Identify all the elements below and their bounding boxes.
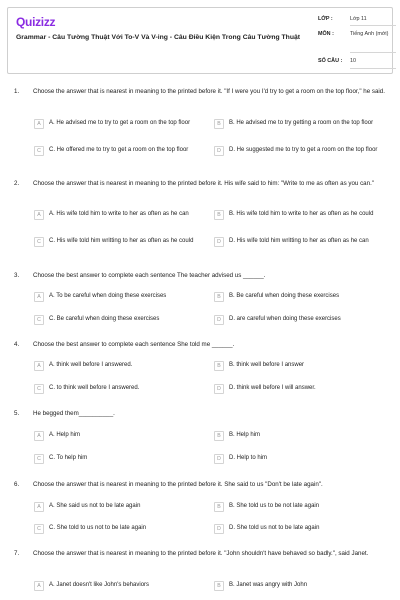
question-number: 4. xyxy=(14,341,20,348)
option-text xyxy=(49,119,209,128)
option-label: He advised me to try to get a room on the top floor xyxy=(56,120,191,126)
option-box: B xyxy=(214,119,224,129)
option-text xyxy=(229,454,389,463)
option-label: To be careful when doing these exercises xyxy=(56,293,167,299)
option-letter: C. xyxy=(49,238,55,244)
option-text xyxy=(229,502,389,511)
option-text xyxy=(229,581,389,590)
option-label: His wife told him to write to her as often as he could xyxy=(236,211,374,217)
question-text: Choose the best answer to complete each sentence The teacher advised us ______. xyxy=(33,272,266,279)
option-box: B xyxy=(214,581,224,591)
option-label: are careful when doing these exercises xyxy=(236,316,341,322)
option-label: He suggested me to try to get a room on the top floor xyxy=(236,147,378,153)
option-letter: D. xyxy=(229,525,235,531)
option-text xyxy=(229,431,389,440)
option-label: Janet doesn't like John's behaviors xyxy=(56,582,150,588)
question-text: Choose the answer that is nearest in meaning to the printed before it. "John shouldn't have behaved so badly.", said Janet. xyxy=(33,550,369,557)
option-letter: A. xyxy=(49,120,55,126)
option-label: Help to him xyxy=(236,455,268,461)
quizizz-logo[interactable]: Quizizz xyxy=(16,15,56,29)
option-box: A xyxy=(34,361,44,371)
option-text xyxy=(229,237,389,246)
option-text xyxy=(49,315,209,324)
option-label: His wife told him writting to her as often as he can xyxy=(236,238,369,244)
option-label: Janet was angry with John xyxy=(236,582,308,588)
option-box: B xyxy=(214,210,224,220)
question-text: Choose the best answer to complete each sentence She told me ______. xyxy=(33,341,235,348)
option-letter: C. xyxy=(49,147,55,153)
option-text xyxy=(49,581,209,590)
option-letter: C. xyxy=(49,316,55,322)
option-letter: C. xyxy=(49,385,55,391)
question-text: Choose the answer that is nearest in meaning to the printed before it. His wife said to him: "Write to me as often as you can." xyxy=(33,180,374,187)
question-text: Choose the answer that is nearest in meaning to the printed before it. "If I were you I'd try to get a room on the top floor," he said. xyxy=(33,88,385,95)
option-label: think well before I will answer. xyxy=(236,385,316,391)
option-letter: C. xyxy=(49,525,55,531)
option-box: A xyxy=(34,210,44,220)
option-letter: C. xyxy=(49,455,55,461)
option-letter: B. xyxy=(229,362,235,368)
option-box: A xyxy=(34,292,44,302)
option-box: C xyxy=(34,315,44,325)
option-box: A xyxy=(34,119,44,129)
option-box: B xyxy=(214,292,224,302)
option-label: think well before I answer xyxy=(236,362,305,368)
option-letter: A. xyxy=(49,211,55,217)
subject-label: MÔN : xyxy=(318,31,334,37)
option-text xyxy=(49,146,209,155)
option-letter: D. xyxy=(229,385,235,391)
option-label: He offered me to try to get a room on the top floor xyxy=(56,147,189,153)
option-letter: D. xyxy=(229,147,235,153)
option-label: To help him xyxy=(56,455,88,461)
question-number: 5. xyxy=(14,410,20,417)
divider xyxy=(350,25,396,26)
option-letter: A. xyxy=(49,293,55,299)
option-box: D xyxy=(214,237,224,247)
option-label: Help him xyxy=(56,432,81,438)
divider xyxy=(350,52,396,53)
option-letter: D. xyxy=(229,316,235,322)
option-letter: A. xyxy=(49,362,55,368)
option-text xyxy=(49,502,209,511)
option-box: B xyxy=(214,502,224,512)
option-letter: B. xyxy=(229,293,235,299)
option-box: C xyxy=(34,146,44,156)
count-label: SỐ CÂU : xyxy=(318,58,343,64)
option-letter: A. xyxy=(49,503,55,509)
option-box: D xyxy=(214,146,224,156)
option-box: C xyxy=(34,524,44,534)
option-letter: B. xyxy=(229,432,235,438)
option-box: D xyxy=(214,454,224,464)
class-label: LỚP : xyxy=(318,16,333,22)
option-letter: A. xyxy=(49,432,55,438)
option-box: B xyxy=(214,431,224,441)
question-number: 7. xyxy=(14,550,20,557)
option-label: Help him xyxy=(236,432,261,438)
question-number: 6. xyxy=(14,481,20,488)
option-label: Be careful when doing these exercises xyxy=(236,293,340,299)
worksheet-header xyxy=(7,7,393,74)
option-box: B xyxy=(214,361,224,371)
option-label: think well before I answered. xyxy=(56,362,133,368)
option-box: C xyxy=(34,237,44,247)
option-box: A xyxy=(34,581,44,591)
option-text xyxy=(229,384,389,393)
question-number: 3. xyxy=(14,272,20,279)
option-letter: D. xyxy=(229,238,235,244)
option-box: D xyxy=(214,384,224,394)
worksheet-title: Grammar - Câu Tường Thuật Với To-V Và V-ing - Câu Điều Kiện Trong Câu Tường Thuật xyxy=(16,34,301,41)
option-text xyxy=(49,210,209,219)
option-label: His wife told him writting to her as often as he could xyxy=(56,238,194,244)
question-number: 1. xyxy=(14,88,20,95)
divider xyxy=(350,68,396,69)
option-text xyxy=(49,384,209,393)
option-letter: D. xyxy=(229,455,235,461)
option-letter: B. xyxy=(229,503,235,509)
option-box: C xyxy=(34,454,44,464)
option-text xyxy=(229,119,389,128)
option-letter: B. xyxy=(229,582,235,588)
option-label: He advised me to try getting a room on the top floor xyxy=(236,120,374,126)
option-text xyxy=(229,292,389,301)
option-text xyxy=(229,315,389,324)
option-label: She told us not to be late again xyxy=(236,525,320,531)
option-label: to think well before I answered. xyxy=(56,385,140,391)
subject-value: Tiếng Anh (mới) xyxy=(350,31,389,37)
option-text xyxy=(49,454,209,463)
option-text xyxy=(49,237,209,246)
option-box: A xyxy=(34,431,44,441)
class-value: Lớp 11 xyxy=(350,16,367,22)
question-text: Choose the answer that is nearest in meaning to the printed before it. She said to us "Don't be late again". xyxy=(33,481,323,488)
count-value: 10 xyxy=(350,58,356,64)
option-label: His wife told him to write to her as often as he can xyxy=(56,211,189,217)
option-box: D xyxy=(214,315,224,325)
option-text xyxy=(229,146,389,155)
option-box: A xyxy=(34,502,44,512)
option-text xyxy=(49,292,209,301)
option-label: She said us not to be late again xyxy=(56,503,141,509)
option-text xyxy=(229,210,389,219)
question-text: He begged them__________. xyxy=(33,410,115,417)
option-label: She told us to be not late again xyxy=(236,503,320,509)
option-text xyxy=(49,524,209,533)
option-letter: B. xyxy=(229,120,235,126)
option-text xyxy=(49,431,209,440)
option-letter: B. xyxy=(229,211,235,217)
option-label: She told to us not to be late again xyxy=(56,525,147,531)
option-label: Be careful when doing these exercises xyxy=(56,316,160,322)
question-number: 2. xyxy=(14,180,20,187)
option-box: C xyxy=(34,384,44,394)
option-box: D xyxy=(214,524,224,534)
option-text xyxy=(229,524,389,533)
option-text xyxy=(229,361,389,370)
option-letter: A. xyxy=(49,582,55,588)
option-text xyxy=(49,361,209,370)
